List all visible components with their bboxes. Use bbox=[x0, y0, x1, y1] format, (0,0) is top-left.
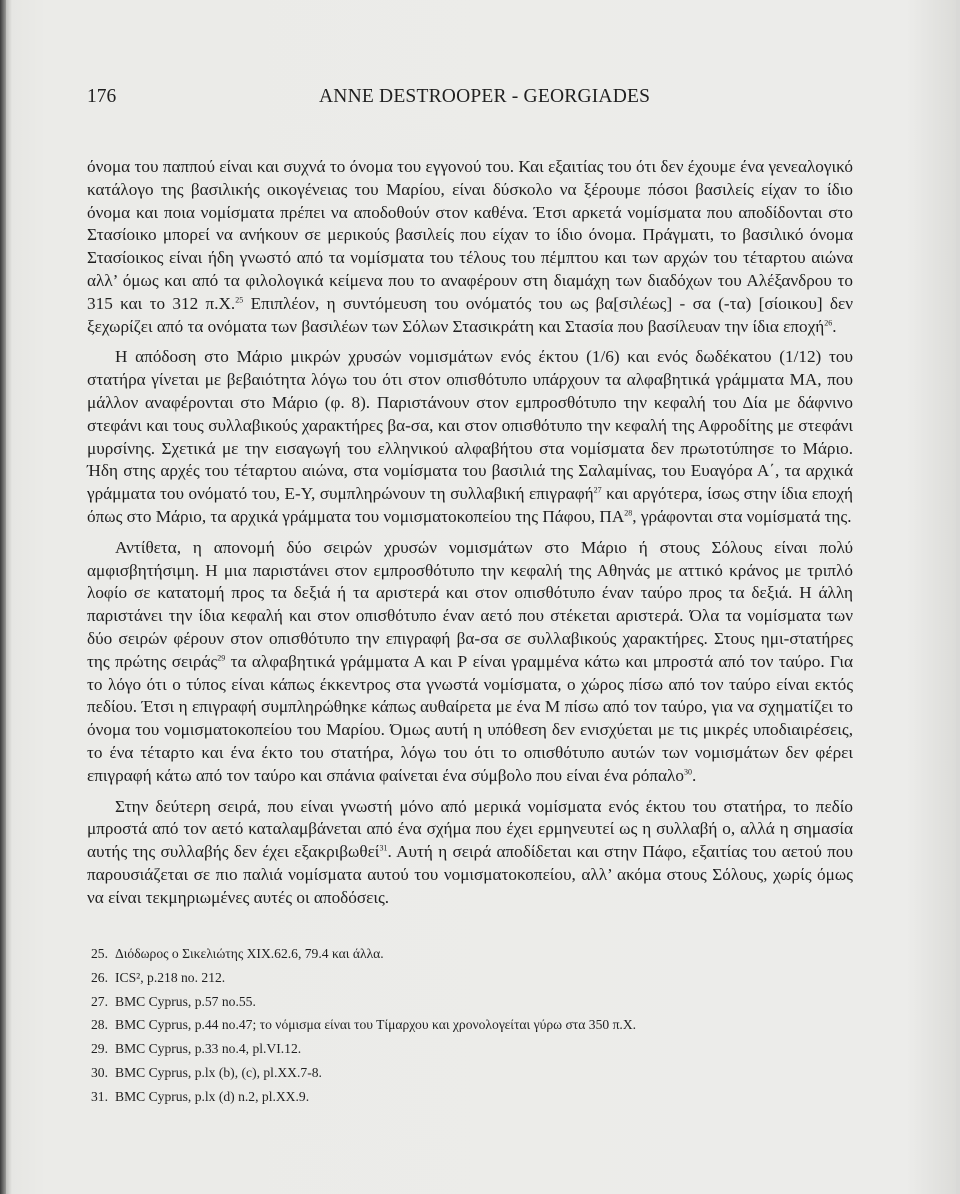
footnote-ref: 28 bbox=[624, 508, 633, 518]
footnote-number: 30. bbox=[91, 1064, 108, 1080]
footnote-ref: 25 bbox=[235, 295, 244, 305]
paragraph bbox=[87, 796, 853, 910]
footnote-ref: 27 bbox=[593, 485, 602, 495]
page-header bbox=[87, 86, 867, 116]
footnote-number: 28. bbox=[91, 1017, 108, 1033]
footnote-number: 29. bbox=[91, 1041, 108, 1057]
footnote-ref: 30 bbox=[683, 766, 692, 776]
text-run: Στην δεύτερη σειρά, που είναι γνωστή μόνο από μερικά νομίσματα ενός έκτου του στατήρα, το πεδίο μπροστά από τον αετό καταλαμβάνεται από ένα σχήμα που έχει ερμηνευτεί ως η συλλαβή ο, αλλά η σημασία αυτής της συλλαβής δεν έχει εξακριβωθεί bbox=[87, 796, 853, 862]
footnote-text: BMC Cyprus, p.44 no.47; το νόμισμα είναι του Τίμαρχου και χρονολογείται γύρω στα 350 π.Χ. bbox=[115, 1017, 637, 1033]
footnote bbox=[91, 1037, 851, 1061]
footnote bbox=[91, 1013, 851, 1037]
text-run: Επιπλέον, η συντόμευση του ονόματός του ως βα[σιλέως] - σα (-τα) [σίοικου] δεν ξεχωρίζει από τα ονόματα των βασιλέων των Σόλων Στασικράτη και Στασία που βασίλευαν την ίδια εποχή bbox=[87, 293, 853, 336]
footnote-text: BMC Cyprus, p.57 no.55. bbox=[115, 993, 256, 1009]
main-text bbox=[87, 156, 853, 918]
paragraph bbox=[87, 156, 853, 338]
footnote-ref: 31 bbox=[379, 843, 388, 853]
text-run: , γράφονται στα νομίσματά της. bbox=[632, 506, 852, 526]
footnote-text: BMC Cyprus, p.lx (d) n.2, pl.XX.9. bbox=[115, 1088, 310, 1104]
footnote-number: 25. bbox=[91, 946, 108, 961]
text-run: όνομα του παππού είναι και συχνά το όνομα του εγγονού του. Και εξαιτίας του ότι δεν έχουμε ένα γενεαλογικό κατάλογο της βασιλικής οικογένειας του Μαρίου, είναι δύσκολο να ξέρουμε πόσοι βασιλείς είχαν το ίδιο όνομα και ποια νομίσματα πρέπει να αποδοθούν στον καθένα. Έτσι αρκετά νομίσματα που αποδίδονται στο Στασίοικο μπορεί να ανήκουν σε μερικούς βασιλείς που είχαν το ίδιο όνομα. Πράγματι, το βασιλικό όνομα Στασίοικος είναι ήδη γνωστό από τα νομίσματα του τέλους του πέμπτου και των αρχών του τέταρτου αιώνα αλλ’ όμως και από τα φιλολογικά κείμενα που το αναφέρουν στη διαμάχη των διαδόχων του Αλέξανδρου το 315 και το 312 π.Χ. bbox=[87, 157, 853, 313]
footnote-ref: 26 bbox=[824, 317, 833, 327]
text-run: τα αλφαβητικά γράμματα Α και Ρ είναι γραμμένα κάτω και μπροστά από τον ταύρο. Για το λόγο ότι ο τύπος είναι κάπως έκκεντρος στα γνωστά νομίσματα, ο χώρος πίσω από τον ταύρο είναι εκτός πεδίου. Έτσι η επιγραφή συμπληρώθηκε κάπως αυθαίρετα με ένα Μ πίσω από τον ταύρο, για να σχηματίζει το όνομα του νομισματοκοπείου του Μαρίου. Όμως αυτή η υπόθεση δεν ενισχύεται με τις μικρές υποδιαιρέσεις, το ένα τέταρτο και ένα έκτο του στατήρα, λόγω του ότι το οπισθότυπο αυτών των νομισμάτων δεν φέρει επιγραφή κάτω από τον ταύρο και σπάνια φαίνεται ένα σύμβολο που είναι ένα ρόπαλο bbox=[87, 651, 853, 785]
page-number: 176 bbox=[87, 86, 117, 107]
paragraph bbox=[87, 537, 853, 788]
footnote bbox=[91, 990, 851, 1014]
paragraph bbox=[87, 346, 853, 528]
running-head: ANNE DESTROOPER - GEORGIADES bbox=[319, 86, 651, 107]
footnote-ref: 29 bbox=[217, 653, 226, 662]
text-run: . Αυτή η σειρά αποδίδεται και στην Πάφο, εξαιτίας του αετού που παρουσιάζεται σε πιο παλιά νομίσματα αυτού του νομισματοκοπείου, αλλ’ ακόμα στους Σόλους, χωρίς όμως να είναι τεκμηριωμένες αυτές οι αποδόσεις. bbox=[87, 842, 853, 907]
footnote bbox=[91, 1085, 851, 1109]
footnote bbox=[91, 942, 851, 966]
footnote-text: Διόδωρος ο Σικελιώτης XIX.62.6, 79.4 και άλλα. bbox=[115, 946, 384, 961]
text-run: Αντίθετα, η απονομή δύο σειρών χρυσών νομισμάτων στο Μάριο ή στους Σόλους είναι πολύ αμφισβητήσιμη. Η μια παριστάνει στον εμπροσθότυπο την κεφαλή της Αθηνάς με αττικό κράνος με τριπλό λοφίο σε κατατομή προς τα δεξιά ή τα αριστερά και στον οπισθότυπο έναν ταύρο προς τα δεξιά. Η άλλη παριστάνει την ίδια κεφαλή και στον οπισθότυπο έναν αετό που στέκεται αριστερά. Όλα τα νομίσματα των δύο σειρών φέρουν στον οπισθότυπο την επιγραφή βα-σα σε συλλαβικούς χαρακτήρες. Στους ημι-στατήρες της πρώτης σειράς bbox=[87, 537, 853, 671]
text-run: . bbox=[832, 316, 837, 336]
text-run: Η απόδοση στο Μάριο μικρών χρυσών νομισμάτων ενός έκτου (1/6) και ενός δωδέκατου (1/12) του στατήρα γίνεται με βεβαιότητα λόγω του ότι στον οπισθότυπο υπάρχουν τα αλφαβητικά γράμματα ΜΑ, που μάλλον αναφέρονται στο Μάριο (φ. 8). Παριστάνουν στον εμπροσθότυπο την κεφαλή του Δία με δάφνινο στεφάνι και τους συλλαβικούς χαρακτήρες βα-σα, και στον οπισθότυπο την κεφαλή της Αφροδίτης με στεφάνι μυρσίνης. Σχετικά με την εισαγωγή του ελληνικού αλφαβήτου στα νομίσματα δεν πρωτοτύπησε το Μάριο. Ήδη στης αρχές του τέταρτου αιώνα, στα νομίσματα του βασιλιά της Σαλαμίνας, του Ευαγόρα Α΄, τα αρχικά γράμματα του ονόματό του, Ε-Υ, συμπληρώνουν τη συλλαβική επιγραφή bbox=[87, 347, 853, 504]
footnote-number: 27. bbox=[91, 993, 108, 1009]
footnotes bbox=[91, 942, 851, 1109]
text-run: . bbox=[691, 765, 697, 785]
footnote-number: 31. bbox=[91, 1088, 108, 1104]
footnote bbox=[91, 966, 851, 990]
footnote-text: BMC Cyprus, p.33 no.4, pl.VI.12. bbox=[115, 1041, 302, 1057]
text-run: και αργότερα, ίσως στην ίδια εποχή όπως στο Μάριο, τα αρχικά γράμματα του νομισματοκοπείου της Πάφου, ΠΑ bbox=[87, 484, 854, 526]
footnote-text: ICS², p.218 no. 212. bbox=[115, 969, 226, 985]
footnote-text: BMC Cyprus, p.lx (b), (c), pl.XX.7-8. bbox=[115, 1064, 322, 1080]
footnote-number: 26. bbox=[91, 969, 108, 985]
footnote bbox=[91, 1061, 851, 1085]
